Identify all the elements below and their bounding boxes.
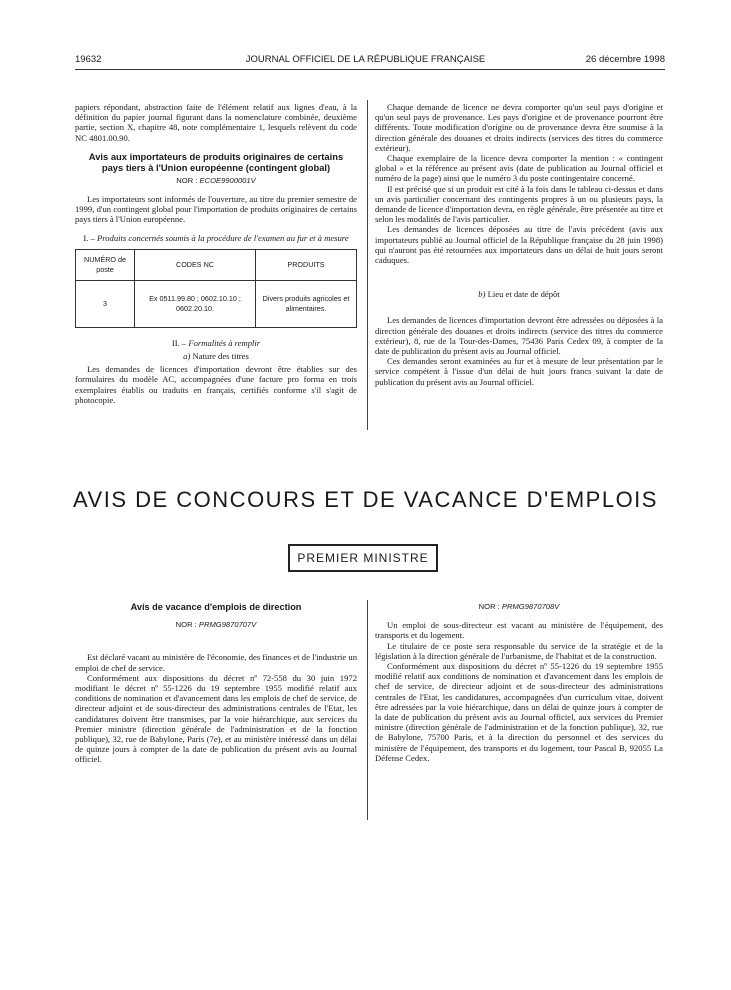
issue-date: 26 décembre 1998 — [585, 54, 665, 65]
vacancy-paragraph: Un emploi de sous-directeur est vacant au ministère de l'équipement, des transports et du logement. — [375, 620, 663, 641]
table-cell: 3 — [76, 280, 135, 327]
nature-paragraph: Les demandes de licences d'importation devront être établies sur des formulaires du modèle AC, accompagnées d'une facture pro forma en trois exemplaires établis ou traduits en français, certifiés conforme s'il s'agit de photocopie. — [75, 364, 357, 405]
nor-code: PRMG9870708V — [501, 602, 560, 611]
page-number: 19632 — [75, 54, 102, 65]
decree-paragraph: Conformément aux dispositions du décret nº 72-558 du 30 juin 1972 modifiant le décret nº 55-1226 du 19 septembre 1955 modifié relatif aux conditions de nomination et d'avancement dans les emplois de chef de service, de directeur adjoint et de sous-directeur des administrations centrales de l'Etat, les candidatures doivent être transmises, par la voie hiérarchique, aux services du Premier ministre (direction générale de l'administration et de la fonction publique), 32, rue de Babylone, Paris (7e), et au ministère intéressé dans un délai de quinze jours à compter de la date de publication du présent avis au Journal officiel. — [75, 672, 357, 765]
table-cell: Ex 0511.99.80 ; 0602.10.10 ; 0602.20.10. — [135, 280, 256, 327]
subsection-b-title: Lieu et date de dépôt — [487, 289, 560, 300]
bottom-left-column — [75, 602, 357, 765]
section-banner: AVIS DE CONCOURS ET DE VACANCE D'EMPLOIS — [73, 487, 658, 512]
nor-code: ECOE9900001V — [199, 175, 256, 185]
section-2-heading — [75, 338, 357, 348]
subsection-b-heading — [375, 289, 663, 299]
table-header-row — [76, 249, 357, 280]
quota-table — [75, 249, 357, 328]
subsection-b-number: b) — [478, 289, 486, 300]
submission-paragraph: Les demandes de licences d'importation devront être adressées ou déposées à la direction générale des douanes et droits indirects (service des titres du commerce extérieur), 8, rue de la Tour-des-Dames, 75436 Paris Cedex 09, à compter de la date de publication du présent avis au Journal officiel. — [375, 315, 663, 357]
section-1-number: I. – — [83, 232, 95, 243]
notice-title: Avis aux importateurs de produits originaires de certains pays tiers à l'Union européenne (contingent global) — [88, 150, 344, 173]
section-2-number: II. – — [171, 337, 187, 348]
examination-paragraph: Ces demandes seront examinées au fur et à mesure de leur présentation par le service compétent à l'issue d'un délai de huit jours francs suivant la date de publication du présent avis au Journal officiel. — [375, 356, 663, 387]
nor-label: NOR : — [478, 602, 500, 611]
header-rule — [75, 69, 665, 70]
top-left-column — [75, 102, 357, 405]
top-right-column — [375, 102, 663, 387]
subsection-a-heading — [75, 351, 357, 361]
section-2-title: Formalités à remplir — [188, 337, 261, 348]
column-divider-top — [367, 100, 368, 430]
ministry-box: PREMIER MINISTRE — [288, 544, 438, 572]
section-1-title: Produits concernés soumis à la procédure de l'examen au fur et à mesure — [96, 232, 349, 243]
journal-title: JOURNAL OFFICIEL DE LA RÉPUBLIQUE FRANÇAISE — [245, 54, 486, 65]
subsection-a-title: Nature des titres — [192, 351, 249, 362]
decree-paragraph: Conformément aux dispositions du décret nº 55-1226 du 19 septembre 1955 modifié relatif aux conditions de nomination et d'avancement dans les emplois de chef de service, de directeur adjoint et de sous-directeur des administrations centrales de l'Etat, les candidatures, accompagnées d'un curriculum vitae, doivent être adressées par la voie hiérarchique, dans un délai de quinze jours à compter de la date de publication du présent avis au Journal officiel, aux services du Premier ministre (direction générale de l'administration et de la fonction publique), 32, rue de Babylone, 75700 Paris, et à la direction du personnel et des services du ministère de l'équipement, des transports et du logement, tour Pascal B, 92055 La Défense Cedex. — [375, 661, 663, 763]
table-header: CODES NC — [135, 249, 256, 280]
table-cell: Divers produits agricoles et alimentaires. — [256, 280, 357, 327]
intro-paragraph: papiers répondant, abstraction faite de l'élément relatif aux lignes d'eau, à la définition du papier journal figurant dans la nomenclature combinée, deuxième partie, section X, chapitre 48, note complémentaire 1, lesquels relèvent du code NC 4801.00.90. — [75, 102, 357, 143]
nor-reference — [375, 602, 663, 612]
responsibility-paragraph: Le titulaire de ce poste sera responsable du service de la stratégie et de la législation à la direction générale de l'urbanisme, de l'habitat et de la construction. — [375, 640, 663, 661]
nor-label: NOR : — [176, 175, 198, 185]
previous-notice-paragraph: Les demandes de licences déposées au titre de l'avis précédent (avis aux importateurs publié au Journal officiel de la République française du 28 juin 1998) qui n'auront pas été retournées aux importateurs dans un délai de huit jours seront caduques. — [375, 224, 663, 266]
mention-paragraph: Chaque exemplaire de la licence devra comporter la mention : « contingent global » et la référence au présent avis (date de publication au Journal officiel et numéro de la page) ainsi que le numéro 3 du poste contingentaire concerné. — [375, 153, 663, 184]
vacancy-paragraph: Est déclaré vacant au ministère de l'économie, des finances et de l'industrie un emploi de chef de service. — [75, 652, 357, 673]
table-row — [76, 280, 357, 327]
section-1-heading — [75, 233, 357, 243]
subsection-a-number: a) — [183, 351, 191, 362]
nor-label: NOR : — [175, 620, 197, 630]
column-divider-bottom — [367, 600, 368, 820]
origin-paragraph: Chaque demande de licence ne devra comporter qu'un seul pays d'origine et qu'un seul pays de provenance. Les pays d'origine et de provenance pourront être différents. Toute modification d'origine ou de provenance devra être soumise à la direction générale des douanes et droits indirects (services des titres du commerce extérieur). — [375, 102, 663, 153]
precision-paragraph: Il est précisé que si un produit est cité à la fois dans le tableau ci-dessus et dans un avis particulier concernant des contingents propres à un ou plusieurs pays, la demande de licence d'importation devra, en règle générale, être présentée au titre et selon les modalités de l'avis particulier. — [375, 183, 663, 225]
nor-code: PRMG9870707V — [198, 620, 257, 630]
table-header: NUMÉRO de poste — [76, 249, 135, 280]
vacancy-title: Avis de vacance d'emplois de direction — [130, 602, 302, 612]
nor-reference — [75, 176, 357, 186]
notice-paragraph: Les importateurs sont informés de l'ouverture, au titre du premier semestre de 1999, d'un contingent global pour l'importation de produits originaires de certains pays tiers à l'Union européenne. — [75, 194, 357, 225]
table-header: PRODUITS — [256, 249, 357, 280]
nor-reference — [75, 620, 357, 630]
bottom-right-column — [375, 602, 663, 763]
